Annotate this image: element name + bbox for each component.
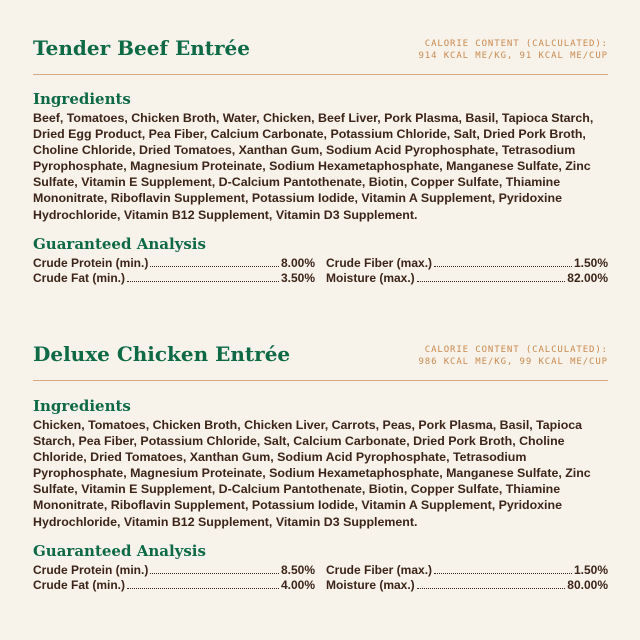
analysis-column-left	[33, 256, 315, 287]
product-header	[33, 30, 608, 66]
analysis-value: 1.50%	[573, 255, 608, 270]
analysis-value: 82.00%	[567, 271, 608, 286]
analysis-value: 80.00%	[567, 578, 608, 593]
calorie-values: 914 KCAL ME/KG, 91 KCAL ME/CUP	[418, 51, 608, 61]
calorie-content	[418, 38, 608, 62]
calorie-values: 986 KCAL ME/KG, 99 KCAL ME/CUP	[418, 357, 608, 367]
guaranteed-analysis-table	[33, 563, 608, 594]
product-header	[33, 336, 608, 372]
product-section-beef	[33, 30, 608, 287]
calorie-label: CALORIE CONTENT (CALCULATED):	[424, 39, 608, 49]
product-section-chicken	[33, 336, 608, 594]
analysis-label: Crude Fiber (max.)	[326, 255, 433, 270]
dot-leader	[434, 265, 572, 267]
ingredients-text: Chicken, Tomatoes, Chicken Broth, Chicken Liver, Carrots, Peas, Pork Plasma, Basil, Tapioca Starch, Pea Fiber, Potassium Chloride, Salt, Calcium Carbonate, Dried Pork Broth, Choline Chloride, Dried Tomatoes, Xanthan Gum, Sodium Acid Pyrophosphate, Tetrasodium Pyrophosphate, Magnesium Proteinate, Sodium Hexametaphosphate, Manganese Sulfate, Zinc Sulfate, Vitamin E Supplement, D-Calcium Pantothenate, Biotin, Copper Sulfate, Thiamine Mononitrate, Riboflavin Supplement, Potassium Iodide, Vitamin A Supplement, Pyridoxine Hydrochloride, Vitamin B12 Supplement, Vitamin D3 Supplement.	[33, 418, 591, 529]
analysis-label: Crude Protein (min.)	[33, 562, 149, 577]
calorie-label: CALORIE CONTENT (CALCULATED):	[424, 345, 608, 355]
analysis-value: 4.00%	[280, 578, 315, 593]
analysis-row-moisture	[326, 271, 608, 287]
product-title: Tender Beef Entrée	[33, 36, 250, 60]
analysis-value: 8.00%	[280, 255, 315, 270]
analysis-value: 3.50%	[280, 271, 315, 286]
analysis-label: Crude Fat (min.)	[33, 578, 125, 593]
guaranteed-analysis-table	[33, 256, 608, 287]
divider	[33, 380, 608, 381]
analysis-label: Moisture (max.)	[326, 271, 415, 286]
analysis-heading: Guaranteed Analysis	[33, 541, 206, 560]
analysis-row-fiber	[326, 563, 608, 579]
analysis-row-protein	[33, 256, 315, 272]
analysis-value: 1.50%	[573, 562, 608, 577]
analysis-heading: Guaranteed Analysis	[33, 234, 206, 253]
dot-leader	[417, 587, 566, 589]
analysis-column-left	[33, 563, 315, 594]
analysis-row-fat	[33, 271, 315, 287]
calorie-content	[418, 344, 608, 368]
analysis-label: Crude Fiber (max.)	[326, 562, 433, 577]
dot-leader	[150, 572, 279, 574]
analysis-label: Moisture (max.)	[326, 578, 415, 593]
ingredients-heading: Ingredients	[33, 397, 131, 415]
product-title: Deluxe Chicken Entrée	[33, 342, 291, 366]
dot-leader	[127, 587, 279, 589]
divider	[33, 74, 608, 75]
analysis-column-right	[326, 563, 608, 594]
dot-leader	[150, 265, 279, 267]
analysis-row-fiber	[326, 256, 608, 272]
analysis-row-fat	[33, 578, 315, 594]
analysis-column-right	[326, 256, 608, 287]
analysis-label: Crude Protein (min.)	[33, 255, 149, 270]
analysis-value: 8.50%	[280, 562, 315, 577]
analysis-label: Crude Fat (min.)	[33, 271, 125, 286]
ingredients-heading: Ingredients	[33, 90, 131, 108]
ingredients-text: Beef, Tomatoes, Chicken Broth, Water, Chicken, Beef Liver, Pork Plasma, Basil, Tapioca Starch, Dried Egg Product, Pea Fiber, Calcium Carbonate, Potassium Chloride, Salt, Dried Pork Broth, Choline Chloride, Dried Tomatoes, Xanthan Gum, Sodium Acid Pyrophosphate, Tetrasodium Pyrophosphate, Magnesium Proteinate, Sodium Hexametaphosphate, Manganese Sulfate, Zinc Sulfate, Vitamin E Supplement, D-Calcium Pantothenate, Biotin, Copper Sulfate, Thiamine Mononitrate, Riboflavin Supplement, Potassium Iodide, Vitamin A Supplement, Pyridoxine Hydrochloride, Vitamin B12 Supplement, Vitamin D3 Supplement.	[33, 111, 594, 222]
dot-leader	[417, 280, 566, 282]
dot-leader	[127, 280, 279, 282]
dot-leader	[434, 572, 572, 574]
analysis-row-protein	[33, 563, 315, 579]
analysis-row-moisture	[326, 578, 608, 594]
